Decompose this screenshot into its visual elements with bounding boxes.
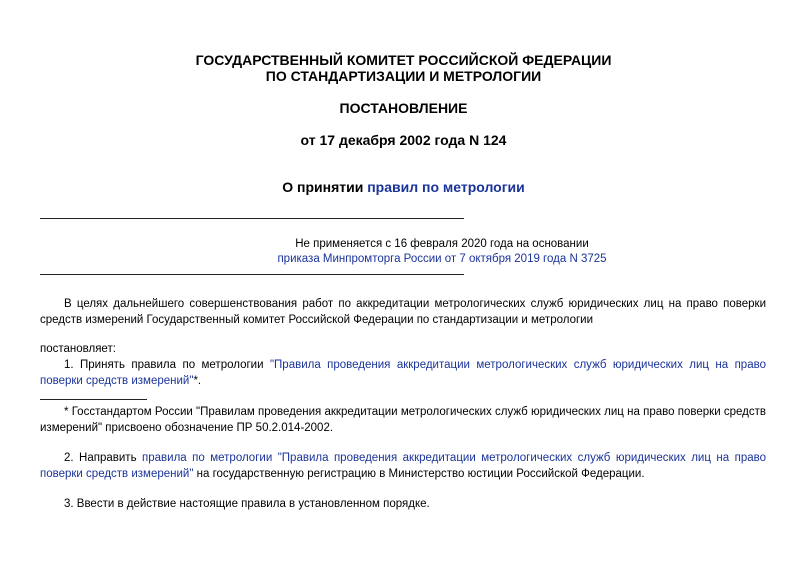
footnote: * Госстандартом России "Правилам проведения аккредитации метрологических служб юридических лиц на право поверки средств измерений" присвоено обозначение ПР 50.2.014-2002. — [40, 406, 766, 434]
item-2-prefix: 2. Направить — [64, 452, 143, 464]
issuer-line-1: ГОСУДАРСТВЕННЫЙ КОМИТЕТ РОССИЙСКОЙ ФЕДЕРАЦИИ — [195, 52, 612, 68]
item-2-link[interactable]: правила по метрологии "Правила проведения аккредитации метрологических служб юридических лиц на право поверки средств измерений" — [40, 452, 766, 480]
item-1-link[interactable]: "Правила проведения аккредитации метрологических служб юридических лиц на право поверки средств измерений" — [40, 359, 766, 387]
footnote-separator — [40, 399, 147, 400]
document-title — [0, 179, 807, 196]
item-1-prefix: 1. Принять правила по метрологии — [64, 359, 270, 371]
intro-paragraph: В целях дальнейшего совершенствования работ по аккредитации метрологических служб юридических лиц на право поверки средств измерений Государственный комитет Российской Федерации по стандартизации и метрологии — [40, 298, 766, 326]
title-link[interactable]: правил по метрологии — [367, 179, 525, 195]
issuer-line-2: ПО СТАНДАРТИЗАЦИИ И МЕТРОЛОГИИ — [265, 68, 542, 84]
item-1 — [40, 357, 766, 389]
document-date-number: от 17 декабря 2002 года N 124 — [300, 132, 507, 148]
item-2 — [40, 450, 766, 482]
item-2-suffix: на государственную регистрацию в Министерство юстиции Российской Федерации. — [193, 468, 645, 480]
title-prefix: О принятии — [282, 179, 368, 195]
item-3: 3. Ввести в действие настоящие правила в установленном порядке. — [64, 498, 430, 510]
status-note-line: Не применяется с 16 февраля 2020 года на основании — [295, 238, 589, 250]
divider-top — [40, 218, 464, 219]
status-note-link[interactable]: приказа Минпромторга России от 7 октября 2019 года N 3725 — [277, 253, 607, 265]
divider-bottom — [40, 274, 464, 275]
resolves-label: постановляет: — [40, 343, 116, 355]
document-type: ПОСТАНОВЛЕНИЕ — [339, 100, 468, 116]
item-1-suffix: *. — [193, 375, 202, 387]
